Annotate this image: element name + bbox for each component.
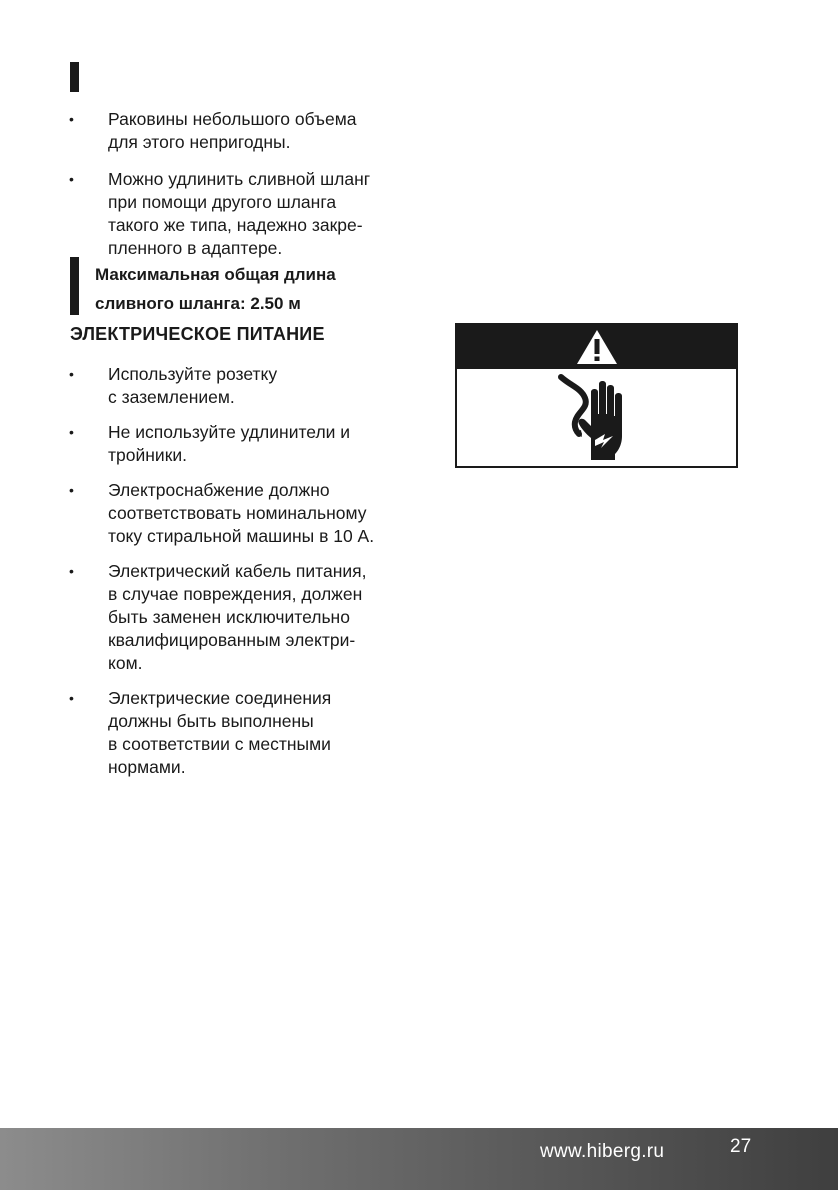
- list-item-text: Используйте розетку с заземлением.: [108, 364, 278, 407]
- bullet: •: [69, 690, 74, 706]
- bullet: •: [69, 482, 74, 498]
- list-item-text: Раковины небольшого объема для этого непригодны.: [108, 109, 357, 152]
- list-item: [0, 363, 420, 409]
- page-number: 27: [730, 1136, 752, 1157]
- max-hose-length-note: [70, 257, 439, 315]
- electric-shock-warning-sign: [455, 323, 738, 468]
- list-item-text: Электроснабжение должно соответствовать номинальному току стиральной машины в 10 А.: [108, 480, 375, 546]
- list-item: [0, 687, 420, 779]
- section-title: ЭЛЕКТРИЧЕСКОЕ ПИТАНИЕ: [70, 324, 325, 344]
- list-item-text: Не используйте удлинители и тройники.: [108, 422, 351, 465]
- bullet: •: [69, 424, 74, 440]
- list-item: [0, 479, 420, 548]
- page-footer: [0, 1128, 838, 1190]
- list-item-text: Электрический кабель питания, в случае повреждения, должен быть заменен исключительно квалифицированным электри- ком.: [108, 561, 367, 673]
- electric-supply-list: [0, 363, 420, 779]
- section-marker-bar: [70, 62, 79, 92]
- list-item: [0, 560, 420, 675]
- bullet: •: [69, 366, 74, 382]
- list-item-text: Электрические соединения должны быть выполнены в соответствии с местными нормами.: [108, 688, 332, 777]
- warning-triangle-icon: [575, 328, 619, 366]
- bullet: •: [69, 563, 74, 579]
- list-item: [0, 168, 420, 260]
- list-item-text: Можно удлинить сливной шланг при помощи другого шланга такого же типа, надежно закре- пленного в адаптере.: [108, 169, 371, 258]
- note-line: Максимальная общая длина: [95, 265, 336, 284]
- electric-shock-hand-icon: [553, 374, 643, 464]
- note-line: сливного шланга: 2.50 м: [95, 294, 301, 313]
- list-item: [0, 108, 420, 154]
- website-url: www.hiberg.ru: [540, 1141, 665, 1162]
- drain-hose-list: [0, 108, 420, 260]
- note-text: [95, 260, 336, 318]
- bullet: •: [69, 111, 74, 127]
- bullet: •: [69, 171, 74, 187]
- list-item: [0, 421, 420, 467]
